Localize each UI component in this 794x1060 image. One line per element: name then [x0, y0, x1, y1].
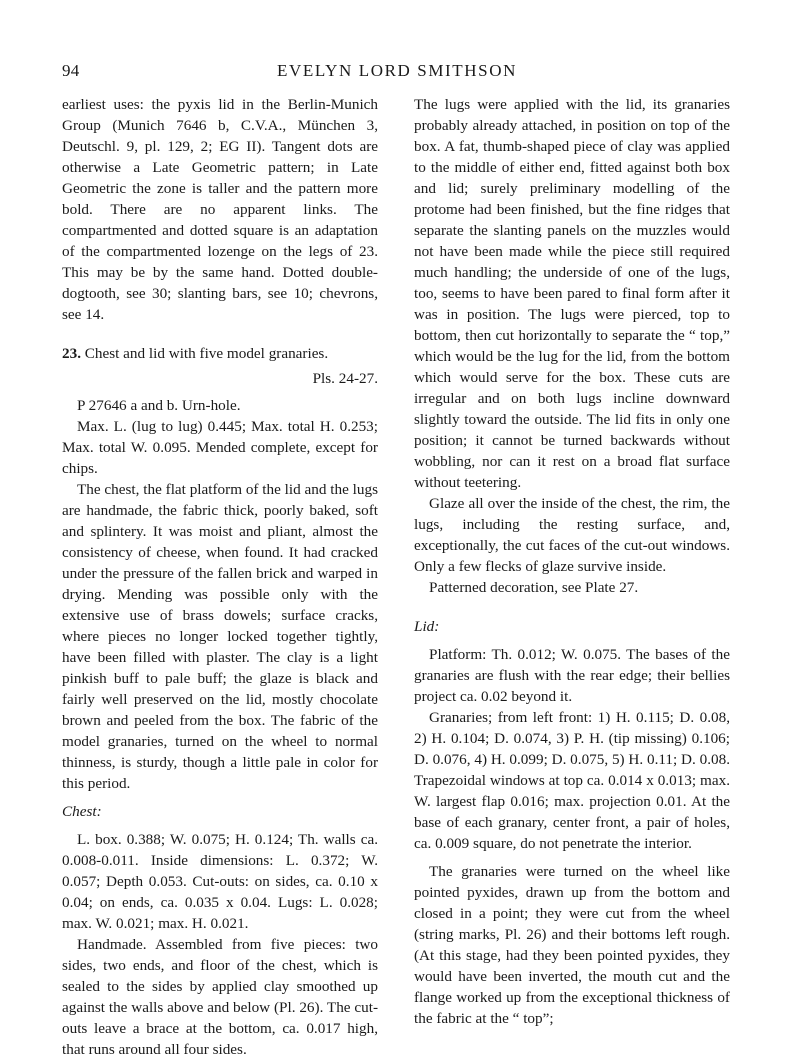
fabric-description: The chest, the flat platform of the lid and the lugs are handmade, the fabric thick, poorly baked, soft and splintery. It was moist and pliant, almost the consistency of cheese, when found. It had cracked under the pressure of the fallen brick and warped in drying. Mending was possible only with the extensive use of brass dowels; surface cracks, where pieces no longer locked together tightly, have been filled with plaster. The clay is a light pinkish buff to pale buff; the glaze is black and fairly well preserved on the lid, mostly chocolate brown and peeled from the box. The fabric of the model granaries, turned on the wheel to normal thinness, is sturdy, though a little pale in color for this period.	[62, 481, 378, 792]
chest-heading: Chest:	[62, 803, 102, 820]
entry-title: Chest and lid with five model granaries.	[84, 345, 329, 362]
page-header	[0, 57, 794, 87]
inventory-number: P 27646 a and b. Urn-hole.	[77, 397, 241, 414]
running-head: EVELYN LORD SMITHSON	[277, 61, 517, 80]
catalogue-entry-heading	[62, 343, 378, 364]
chest-construction: Handmade. Assembled from five pieces: two sides, two ends, and floor of the chest, which is sealed to the sides by applied clay smoothed up against the walls above and below (Pl. 26). The cut-outs leave a brace at the bottom, ca. 0.017 high, that runs around all four sides.	[62, 936, 378, 1058]
glaze-description: Glaze all over the inside of the chest, the rim, the lugs, including the resting surface, and, exceptionally, the cut faces of the cut-out windows. Only a few flecks of glaze survive inside.	[414, 495, 730, 575]
measurements: Max. L. (lug to lug) 0.445; Max. total H. 0.253; Max. total W. 0.095. Mended complete, except for chips.	[62, 418, 378, 477]
right-column	[414, 94, 730, 1027]
granaries-construction: The granaries were turned on the wheel like pointed pyxides, drawn up from the bottom and closed in a point; they were cut from the wheel (string marks, Pl. 26) and their bottoms left rough. (At this stage, had they been pointed pyxides, they would have been inverted, the mouth cut and the flange worked up from the exceptional thickness of the fabric at the “ top”;	[414, 863, 730, 1027]
platform-dimensions: Platform: Th. 0.012; W. 0.075. The bases of the granaries are flush with the rear edge; their bellies project ca. 0.02 beyond it.	[414, 646, 730, 705]
lugs-description: The lugs were applied with the lid, its granaries probably already attached, in position on top of the box. A fat, thumb-shaped piece of clay was applied to the middle of either end, fitted against both box and lid; surely preliminary modelling of the protome had been finished, but the fine ridges that separate the slanting panels on the muzzles would not have been made while the piece still required much handling; the underside of one of the lugs, too, seems to have been pared to final form after it was in position. The lugs were pierced, top to bottom, then cut horizontally to separate the “ top,” which would be the lug for the lid, from the bottom which would serve for the box. These cuts are irregular and on both lugs incline downward slightly toward the outside. The lid fits in only one position; it cannot be turned backwards without wobbling, nor can it rest on a broad flat surface without teetering.	[414, 96, 730, 491]
left-column	[62, 94, 378, 1058]
plate-reference: Pls. 24-27.	[312, 370, 378, 387]
page-number: 94	[62, 61, 80, 80]
lid-heading: Lid:	[414, 618, 440, 635]
chest-dimensions: L. box. 0.388; W. 0.075; H. 0.124; Th. walls ca. 0.008-0.011. Inside dimensions: L. 0.372; W. 0.057; Depth 0.053. Cut-outs: on sides, ca. 0.10 x 0.04; on ends, ca. 0.035 x 0.04. Lugs: L. 0.028; max. W. 0.021; max. H. 0.021.	[62, 831, 378, 932]
entry-number: 23.	[62, 345, 81, 362]
granaries-dimensions: Granaries; from left front: 1) H. 0.115; D. 0.08, 2) H. 0.104; D. 0.074, 3) P. H. (tip missing) 0.106; D. 0.076, 4) H. 0.099; D. 0.075, 5) H. 0.11; D. 0.08. Trapezoidal windows at top ca. 0.014 x 0.013; max. W. largest flap 0.016; max. projection 0.01. At the base of each granary, center front, a pair of holes, ca. 0.009 square, do not penetrate the interior.	[414, 709, 730, 852]
patterned-decoration: Patterned decoration, see Plate 27.	[429, 579, 639, 596]
paragraph-continuation: earliest uses: the pyxis lid in the Berlin-Munich Group (Munich 7646 b, C.V.A., München 3, Deutschl. 9, pl. 129, 2; EG II). Tangent dots are otherwise a Late Geometric pattern; in Late Geometric the zone is taller and the pattern more bold. There are no apparent links. The compartmented and dotted square is an adaptation of the compartmented lozenge on the legs of 23. This may be by the same hand. Dotted double-dogtooth, see 30; slanting bars, see 10; chevrons, see 14.	[62, 96, 378, 323]
